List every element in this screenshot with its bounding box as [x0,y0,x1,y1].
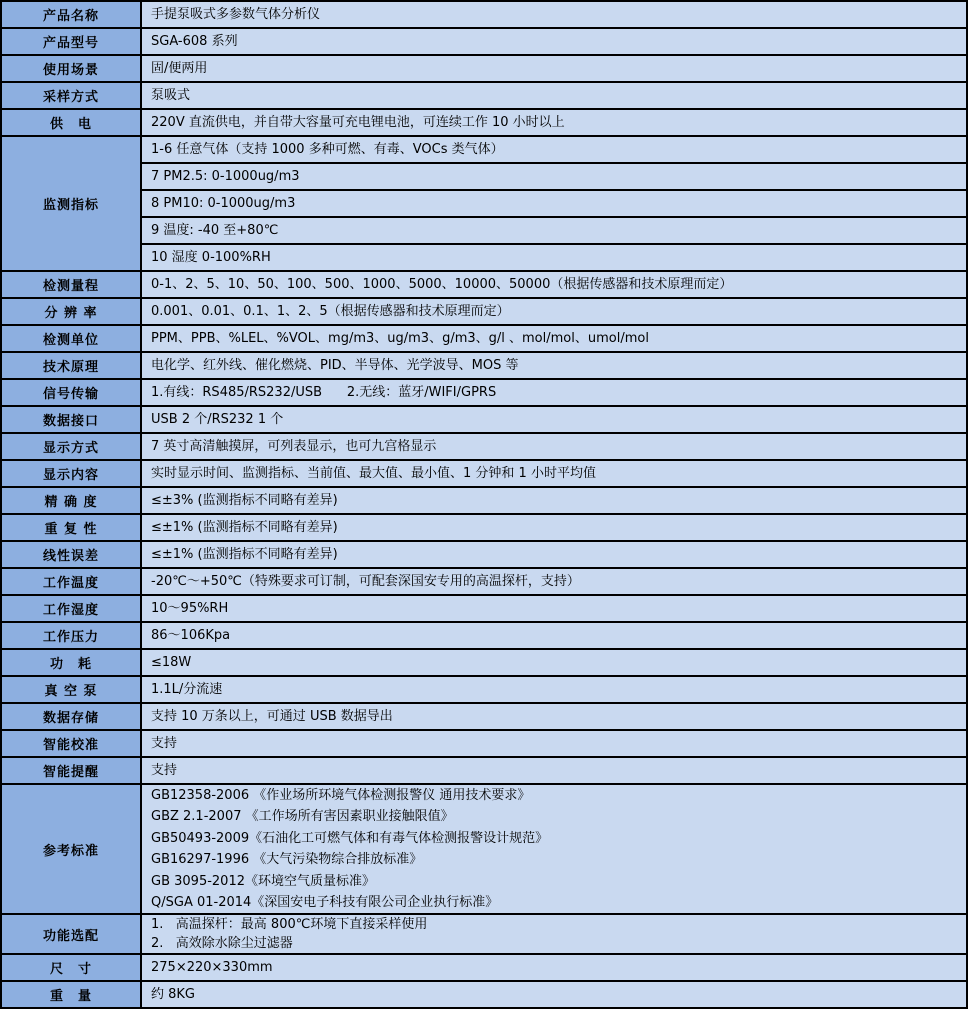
spec-row [1,379,967,406]
spec-line: GB16297-1996 《大气污染物综合排放标准》 [151,852,423,868]
spec-label-cell: 供 电 [1,109,141,136]
spec-row [1,352,967,379]
spec-value-cell: ≤±1% (监测指标不同略有差异) [141,514,967,541]
spec-table-body [1,1,967,1008]
spec-line: 2. 高效除水除尘过滤器 [151,936,293,952]
spec-label-cell: 数据存储 [1,703,141,730]
spec-value-cell: 1.有线：RS485/RS232/USB 2.无线：蓝牙/WIFI/GPRS [141,379,967,406]
spec-row [1,676,967,703]
spec-row [1,649,967,676]
spec-label-cell: 尺 寸 [1,954,141,981]
spec-value-cell: 86～106Kpa [141,622,967,649]
spec-label-cell: 工作压力 [1,622,141,649]
spec-label-cell: 检测量程 [1,271,141,298]
spec-value-cell [141,784,967,914]
spec-row [1,433,967,460]
spec-row [1,271,967,298]
spec-label-cell: 真 空 泵 [1,676,141,703]
spec-value-cell: 支持 [141,730,967,757]
spec-value-cell: 固/便两用 [141,55,967,82]
spec-label-cell: 功能选配 [1,914,141,954]
spec-label-cell: 智能提醒 [1,757,141,784]
spec-label-cell: 检测单位 [1,325,141,352]
spec-label-cell: 技术原理 [1,352,141,379]
spec-row [1,757,967,784]
spec-row [1,163,967,190]
spec-value-cell: 实时显示时间、监测指标、当前值、最大值、最小值、1 分钟和 1 小时平均值 [141,460,967,487]
spec-row [1,55,967,82]
spec-value-cell: ≤±3% (监测指标不同略有差异) [141,487,967,514]
spec-label-cell: 重 复 性 [1,514,141,541]
spec-label-cell: 功 耗 [1,649,141,676]
spec-row [1,244,967,271]
spec-value-cell: 0-1、2、5、10、50、100、500、1000、5000、10000、50000（根据传感器和技术原理而定） [141,271,967,298]
spec-label-cell: 采样方式 [1,82,141,109]
spec-value-cell: ≤18W [141,649,967,676]
spec-row [1,981,967,1008]
spec-label-cell: 产品型号 [1,28,141,55]
spec-label-cell: 精 确 度 [1,487,141,514]
spec-row [1,622,967,649]
spec-value-cell: 电化学、红外线、催化燃烧、PID、半导体、光学波导、MOS 等 [141,352,967,379]
spec-label-cell: 产品名称 [1,1,141,28]
spec-subrow-cell: 1-6 任意气体（支持 1000 多种可燃、有毒、VOCs 类气体） [141,136,967,163]
spec-value-cell: 泵吸式 [141,82,967,109]
spec-value-cell: 275×220×330mm [141,954,967,981]
spec-value-cell: -20℃～+50℃（特殊要求可订制，可配套深国安专用的高温探杆，支持） [141,568,967,595]
spec-row [1,541,967,568]
spec-row [1,784,967,914]
spec-row [1,514,967,541]
spec-line: Q/SGA 01-2014《深国安电子科技有限公司企业执行标准》 [151,895,499,911]
spec-label-cell: 线性误差 [1,541,141,568]
spec-row [1,325,967,352]
spec-value-cell: 约 8KG [141,981,967,1008]
spec-value-cell: SGA-608 系列 [141,28,967,55]
spec-value-cell: USB 2 个/RS232 1 个 [141,406,967,433]
spec-value-cell: 手提泵吸式多参数气体分析仪 [141,1,967,28]
spec-row [1,914,967,954]
spec-row [1,406,967,433]
spec-label-cell: 显示内容 [1,460,141,487]
spec-value-cell: 220V 直流供电，并自带大容量可充电锂电池，可连续工作 10 小时以上 [141,109,967,136]
spec-label-cell: 显示方式 [1,433,141,460]
spec-row [1,730,967,757]
spec-row [1,298,967,325]
spec-row [1,1,967,28]
spec-subrow-cell: 10 湿度 0-100%RH [141,244,967,271]
spec-value-cell [141,914,967,954]
spec-line: 1. 高温探杆：最高 800℃环境下直接采样使用 [151,917,428,933]
spec-row [1,136,967,163]
spec-value-cell: 7 英寸高清触摸屏，可列表显示，也可九宫格显示 [141,433,967,460]
spec-label-cell: 监测指标 [1,136,141,271]
spec-row [1,595,967,622]
spec-row [1,109,967,136]
spec-label-cell: 信号传输 [1,379,141,406]
spec-value-cell: 10～95%RH [141,595,967,622]
spec-subrow-cell: 7 PM2.5: 0-1000ug/m3 [141,163,967,190]
spec-subrow-cell: 8 PM10: 0-1000ug/m3 [141,190,967,217]
spec-value-cell: 支持 [141,757,967,784]
spec-value-cell: 支持 10 万条以上，可通过 USB 数据导出 [141,703,967,730]
spec-row [1,217,967,244]
spec-label-cell: 数据接口 [1,406,141,433]
spec-row [1,703,967,730]
spec-row [1,28,967,55]
spec-label-cell: 工作温度 [1,568,141,595]
spec-value-cell: 1.1L/分流速 [141,676,967,703]
spec-value-cell: PPM、PPB、%LEL、%VOL、mg/m3、ug/m3、g/m3、g/l 、mol/mol、umol/mol [141,325,967,352]
spec-row [1,487,967,514]
spec-label-cell: 分 辨 率 [1,298,141,325]
spec-value-cell: ≤±1% (监测指标不同略有差异) [141,541,967,568]
spec-line: GBZ 2.1-2007 《工作场所有害因素职业接触限值》 [151,809,454,825]
spec-value-cell: 0.001、0.01、0.1、1、2、5（根据传感器和技术原理而定） [141,298,967,325]
spec-row [1,82,967,109]
spec-row [1,568,967,595]
spec-line: GB12358-2006 《作业场所环境气体检测报警仪 通用技术要求》 [151,788,531,803]
spec-subrow-cell: 9 温度: -40 至+80℃ [141,217,967,244]
spec-row [1,954,967,981]
spec-label-cell: 智能校准 [1,730,141,757]
spec-label-cell: 工作湿度 [1,595,141,622]
spec-label-cell: 重 量 [1,981,141,1008]
spec-line: GB50493-2009《石油化工可燃气体和有毒气体检测报警设计规范》 [151,830,549,846]
spec-label-cell: 参考标准 [1,784,141,914]
spec-row [1,190,967,217]
spec-row [1,460,967,487]
spec-label-cell: 使用场景 [1,55,141,82]
spec-line: GB 3095-2012《环境空气质量标准》 [151,873,375,889]
